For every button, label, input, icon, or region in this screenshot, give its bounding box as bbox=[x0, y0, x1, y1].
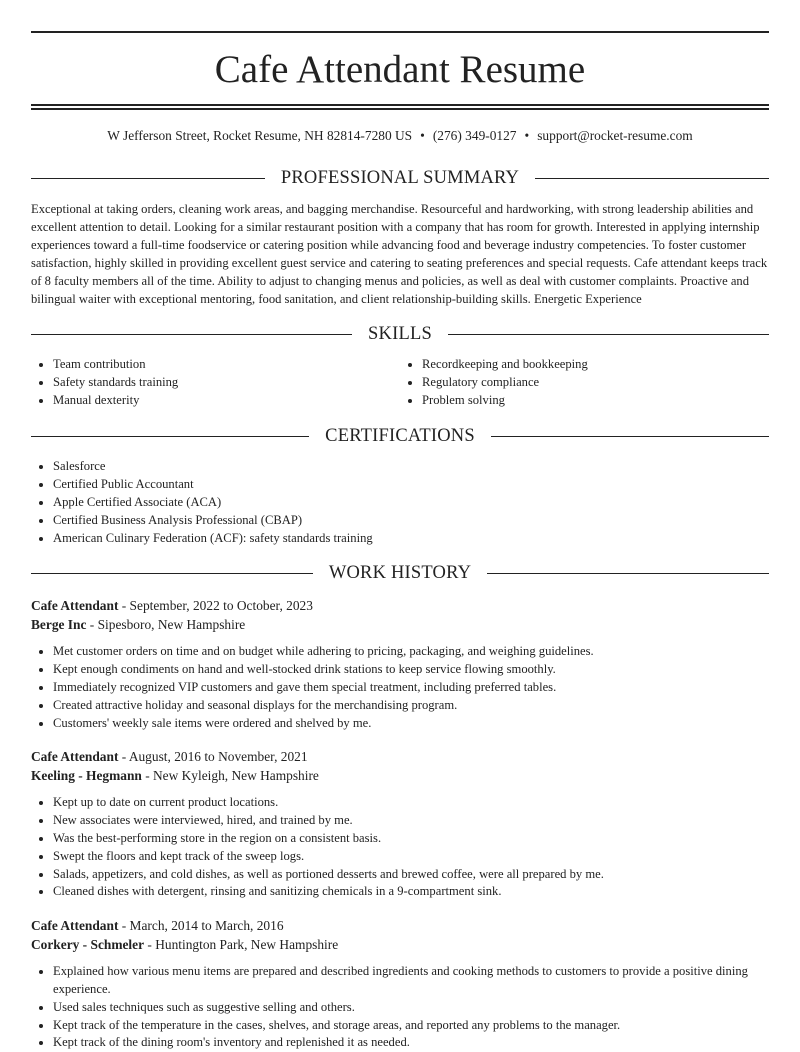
contact-line bbox=[31, 127, 769, 145]
job-location: - New Kyleigh, New Hampshire bbox=[141, 767, 319, 783]
contact-email: support@rocket-resume.com bbox=[537, 128, 693, 143]
job-company: Corkery - Schmeler bbox=[31, 936, 145, 952]
certification-item: • Certified Business Analysis Professional (CBAP) bbox=[53, 512, 769, 530]
job-bullet: • Customers' weekly sale items were ordered and shelved by me. bbox=[53, 715, 769, 733]
contact-address: W Jefferson Street, Rocket Resume, NH 82814-7280 US bbox=[107, 128, 413, 143]
job-dates: - August, 2016 to November, 2021 bbox=[118, 749, 308, 765]
certification-item: • Salesforce bbox=[53, 458, 769, 476]
job-location: - Huntington Park, New Hampshire bbox=[144, 936, 339, 952]
job-bullet: • Created attractive holiday and seasonal displays for the merchandising program. bbox=[53, 697, 769, 715]
contact-phone: (276) 349-0127 bbox=[432, 128, 517, 143]
job-entry bbox=[31, 597, 769, 732]
job-bullets bbox=[31, 643, 769, 732]
section-rule bbox=[448, 334, 769, 335]
contact-separator: • bbox=[420, 128, 425, 143]
job-bullet: • Swept the floors and kept track of the sweep logs. bbox=[53, 848, 769, 866]
job-title: Cafe Attendant bbox=[31, 598, 119, 614]
job-bullet: • Kept enough condiments on hand and well-stocked drink stations to keep service flowing smoothly. bbox=[53, 661, 769, 679]
section-heading-work-history bbox=[31, 561, 769, 585]
section-rule bbox=[31, 436, 309, 437]
skills-column-left bbox=[31, 356, 400, 409]
certification-item: • American Culinary Federation (ACF): safety standards training bbox=[53, 530, 769, 548]
job-bullets bbox=[31, 794, 769, 901]
section-title: PROFESSIONAL SUMMARY bbox=[280, 168, 520, 188]
section-title: WORK HISTORY bbox=[328, 563, 472, 584]
certification-item: • Apple Certified Associate (ACA) bbox=[53, 494, 769, 512]
job-company: Keeling - Hegmann bbox=[31, 767, 142, 783]
job-dates: - September, 2022 to October, 2023 bbox=[118, 598, 313, 614]
skill-item: • Safety standards training bbox=[53, 374, 400, 392]
section-rule bbox=[487, 573, 769, 574]
job-company: Berge Inc bbox=[31, 616, 87, 632]
skill-item: • Regulatory compliance bbox=[422, 374, 769, 392]
skills-column-right bbox=[400, 356, 769, 409]
job-bullet: • Was the best-performing store in the region on a consistent basis. bbox=[53, 830, 769, 848]
resume-page bbox=[31, 0, 769, 1052]
job-company-line bbox=[31, 616, 769, 635]
page-title: Cafe Attendant Resume bbox=[214, 48, 586, 91]
contact-separator: • bbox=[524, 128, 530, 143]
section-rule bbox=[491, 436, 769, 437]
job-bullet: • Salads, appetizers, and cold dishes, as well as portioned desserts and brewed coffee, were all prepared by me. bbox=[53, 866, 769, 884]
summary-paragraph: Exceptional at taking orders, cleaning work areas, and bagging merchandise. Resourceful and hardworking, with strong leadership abilities and excellent attention to detail. Looking for a similar restaurant position with a company that has room for growth. Interested in applying internship experiences toward a full-time foodservice or catering position while advancing food and beverage industry competencies. To foster customer satisfaction, highly skilled in providing excellent guest service and catering to seating preferences and special requests. Cafe attendant keeps track of 8 faculty members all of the time. Ability to adjust to changing menus and policies, as well as deal with customer complaints. Proactive and bilingual waiter with exceptional mentoring, food sanitation, and client relationship-building skills. Energetic Experience bbox=[31, 202, 768, 306]
skill-item: • Team contribution bbox=[53, 356, 400, 374]
section-title: SKILLS bbox=[368, 324, 432, 344]
job-bullet: • Kept up to date on current product locations. bbox=[53, 794, 769, 812]
job-entry bbox=[31, 748, 769, 901]
skill-item: • Problem solving bbox=[422, 392, 769, 410]
job-bullet: • Immediately recognized VIP customers and gave them special treatment, including preferred tables. bbox=[53, 679, 769, 697]
job-title-line bbox=[31, 748, 769, 767]
job-location: - Sipesboro, New Hampshire bbox=[86, 616, 246, 632]
section-rule bbox=[535, 178, 769, 179]
certifications-list bbox=[31, 458, 769, 547]
job-bullet: • Met customer orders on time and on budget while adhering to pricing, packaging, and weighing guidelines. bbox=[53, 643, 769, 661]
job-bullet: • Used sales techniques such as suggestive selling and others. bbox=[53, 999, 769, 1017]
job-company-line bbox=[31, 767, 769, 786]
job-entry bbox=[31, 917, 769, 1052]
section-title: CERTIFICATIONS bbox=[325, 426, 475, 447]
job-bullet: • Cleaned dishes with detergent, rinsing and sanitizing chemicals in a 9-compartment sink. bbox=[53, 883, 769, 901]
section-heading-skills bbox=[31, 322, 769, 346]
section-heading-certifications bbox=[31, 424, 769, 448]
skills-list bbox=[31, 356, 769, 409]
job-title-line bbox=[31, 917, 769, 936]
job-title: Cafe Attendant bbox=[31, 918, 119, 934]
section-heading-summary bbox=[31, 166, 769, 190]
job-bullet: • Explained how various menu items are prepared and described ingredients and cooking methods to customers to provide a positive dining experience. bbox=[53, 963, 769, 999]
job-bullet: • Kept track of the dining room's inventory and replenished it as needed. bbox=[53, 1034, 769, 1052]
job-bullet: • New associates were interviewed, hired, and trained by me. bbox=[53, 812, 769, 830]
section-rule bbox=[31, 334, 352, 335]
section-rule bbox=[31, 573, 313, 574]
job-bullet: • Kept track of the temperature in the cases, shelves, and storage areas, and reported any problems to the manager. bbox=[53, 1017, 769, 1035]
skill-item: • Manual dexterity bbox=[53, 392, 400, 410]
section-rule bbox=[31, 178, 265, 179]
job-title: Cafe Attendant bbox=[31, 749, 119, 765]
skill-item: • Recordkeeping and bookkeeping bbox=[422, 356, 769, 374]
job-title-line bbox=[31, 597, 769, 616]
job-bullets bbox=[31, 963, 769, 1052]
certification-item: • Certified Public Accountant bbox=[53, 476, 769, 494]
job-dates: - March, 2014 to March, 2016 bbox=[118, 918, 284, 934]
title-double-rule bbox=[31, 104, 769, 110]
job-company-line bbox=[31, 936, 769, 955]
